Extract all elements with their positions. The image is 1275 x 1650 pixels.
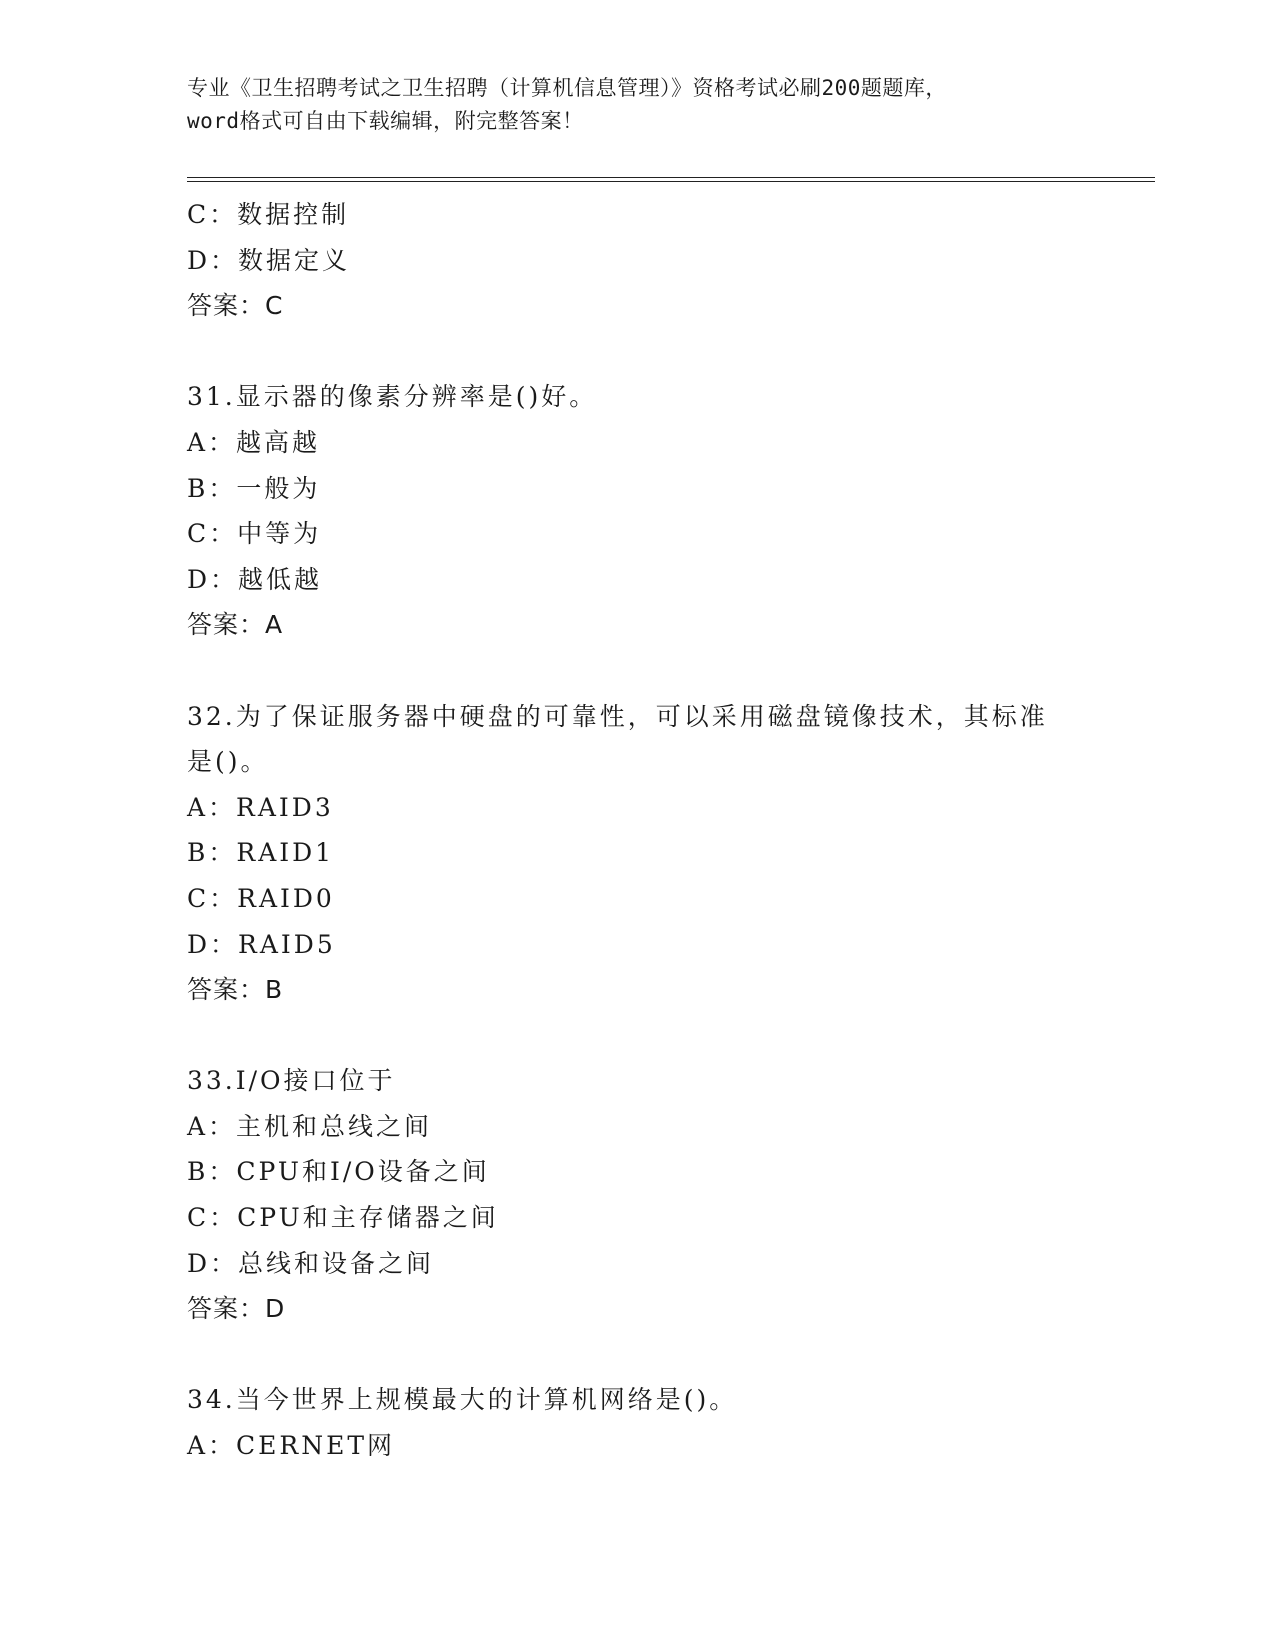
document-header <box>187 72 1087 138</box>
answer-line: 答案：B <box>187 975 284 1005</box>
option-d: D：总线和设备之间 <box>187 1248 435 1278</box>
question-stem-continued: 是()。 <box>187 747 269 777</box>
question-34 <box>187 1377 1087 1468</box>
option-b: B：RAID1 <box>187 838 335 868</box>
question-stem: 33.I/O接口位于 <box>187 1066 396 1096</box>
option-b: B：CPU和I/O设备之间 <box>187 1157 490 1187</box>
block-spacer <box>187 329 1087 375</box>
option-c: C：中等为 <box>187 519 322 549</box>
question-31 <box>187 374 1087 648</box>
question-stem: 32.为了保证服务器中硬盘的可靠性，可以采用磁盘镜像技术，其标准 <box>187 701 1048 731</box>
question-list <box>187 192 1087 1469</box>
option-b: B：一般为 <box>187 473 321 503</box>
option-d: D：越低越 <box>187 564 323 594</box>
option-a: A：主机和总线之间 <box>187 1111 433 1141</box>
answer-line: 答案：D <box>187 1294 286 1324</box>
option-c: C：数据控制 <box>187 200 350 229</box>
question-stem: 34.当今世界上规模最大的计算机网络是()。 <box>187 1385 738 1415</box>
header-title-line-1: 专业《卫生招聘考试之卫生招聘（计算机信息管理）》资格考试必刷200题题库， <box>187 76 947 100</box>
question-32 <box>187 694 1087 1013</box>
block-spacer <box>187 1332 1087 1378</box>
option-d: D：RAID5 <box>187 929 336 959</box>
header-double-rule <box>187 177 1155 182</box>
option-a: A：越高越 <box>187 427 321 457</box>
option-d: D：数据定义 <box>187 245 351 275</box>
answer-line: 答案：A <box>187 610 284 640</box>
header-title-line-2: word格式可自由下载编辑，附完整答案！ <box>187 109 584 133</box>
option-a: A：CERNET网 <box>187 1431 396 1461</box>
answer-line: 答案：C <box>187 291 284 321</box>
block-spacer <box>187 648 1087 694</box>
option-a: A：RAID3 <box>187 792 334 822</box>
option-c: C：RAID0 <box>187 883 335 913</box>
question-33 <box>187 1058 1087 1332</box>
question-stem: 31.显示器的像素分辨率是()好。 <box>187 382 598 412</box>
block-spacer <box>187 1013 1087 1059</box>
partial-question-block <box>187 192 1087 329</box>
option-c: C：CPU和主存储器之间 <box>187 1203 499 1233</box>
